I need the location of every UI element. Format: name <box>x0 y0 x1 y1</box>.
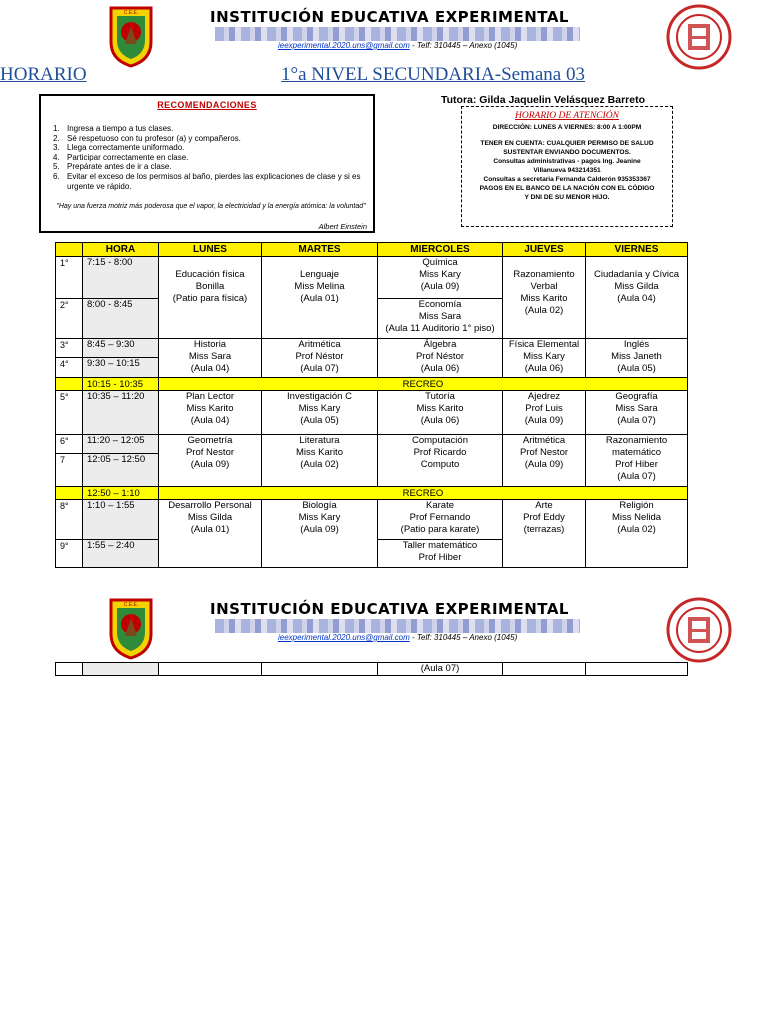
recommendations-box <box>39 94 375 233</box>
empty-cell <box>503 663 586 676</box>
table-row <box>56 339 688 358</box>
empty-cell <box>56 663 83 676</box>
institution-title: INSTITUCIÓN EDUCATIVA EXPERIMENTAL <box>210 600 569 618</box>
class-cell: Tutoría Miss Karito (Aula 06) <box>378 391 503 435</box>
slot-number: 2° <box>56 299 83 339</box>
attention-line: Y DNI DE SU MENOR HIJO. <box>524 194 610 201</box>
class-cell: Karate Prof Fernando (Patio para karate) <box>378 500 503 540</box>
university-seal <box>666 597 732 663</box>
recreo-row <box>56 378 688 391</box>
recommendations-list <box>53 124 371 191</box>
schedule-continuation-table <box>55 662 688 676</box>
recreo-blank <box>56 487 83 500</box>
table-row <box>56 500 688 540</box>
class-cell: (Aula 07) <box>378 663 503 676</box>
class-cell: Geografía Miss Sara (Aula 07) <box>586 391 688 435</box>
quote-author: Albert Einstein <box>318 222 367 231</box>
class-cell: Economía Miss Sara (Aula 11 Auditorio 1° piso) <box>378 299 503 339</box>
header-cell-viernes: VIERNES <box>586 243 688 257</box>
slot-time: 9:30 – 10:15 <box>83 358 159 378</box>
class-cell: Aritmética Prof Néstor (Aula 07) <box>262 339 378 378</box>
schedule-table <box>55 242 688 568</box>
logo-text: C.E.E. <box>123 10 139 16</box>
recreo-label: RECREO <box>159 487 688 500</box>
school-logo <box>107 4 155 68</box>
recreo-label: RECREO <box>159 378 688 391</box>
tutora-label: Tutora: Gilda Jaquelin Velásquez Barreto <box>441 94 646 106</box>
slot-number: 6° <box>56 435 83 454</box>
list-item: 4. Participar correctamente en clase. <box>53 152 189 162</box>
class-cell: Historia Miss Sara (Aula 04) <box>159 339 262 378</box>
redacted-address <box>215 619 580 633</box>
table-row <box>56 257 688 299</box>
empty-cell <box>159 663 262 676</box>
class-cell: Ciudadanía y Cívica Miss Gilda (Aula 04) <box>586 257 688 339</box>
institution-title: INSTITUCIÓN EDUCATIVA EXPERIMENTAL <box>210 8 569 26</box>
attention-line: SUSTENTAR ENVIANDO DOCUMENTOS. <box>503 149 631 156</box>
slot-number: 3° <box>56 339 83 358</box>
slot-number: 5° <box>56 391 83 435</box>
class-cell: Razonamiento matemático Prof Hiber (Aula 07) <box>586 435 688 487</box>
contact-line <box>278 41 517 50</box>
slot-time: 11:20 – 12:05 <box>83 435 159 454</box>
slot-time: 12:50 – 1:10 <box>83 487 159 500</box>
class-cell: Razonamiento Verbal Miss Karito (Aula 02) <box>503 257 586 339</box>
class-cell: Arte Prof Eddy (terrazas) <box>503 500 586 568</box>
attention-line: PAGOS EN EL BANCO DE LA NACIÓN CON EL CÓDIGO <box>479 185 655 192</box>
class-cell: Álgebra Prof Néstor (Aula 06) <box>378 339 503 378</box>
attention-title: HORARIO DE ATENCIÓN <box>515 111 619 121</box>
school-logo <box>107 596 155 660</box>
slot-time: 1:55 – 2:40 <box>83 540 159 568</box>
slot-time: 1:10 – 1:55 <box>83 500 159 540</box>
phone-text: - Telf: 310445 – Anexo (1045) <box>411 41 518 50</box>
slot-time: 12:05 – 12:50 <box>83 454 159 487</box>
header-cell-miercoles: MIERCOLES <box>378 243 503 257</box>
slot-time: 10:35 – 11:20 <box>83 391 159 435</box>
table-row <box>56 435 688 454</box>
class-cell: Geometría Prof Nestor (Aula 09) <box>159 435 262 487</box>
recreo-blank <box>56 378 83 391</box>
class-cell: Literatura Miss Karito (Aula 02) <box>262 435 378 487</box>
redacted-address <box>215 27 580 41</box>
slot-number: 1° <box>56 257 83 299</box>
list-item: 6. Evitar el exceso de los permisos al baño, pierdes las explicaciones de clase y si es urgente ve rápido. <box>53 171 361 191</box>
class-cell: Investigación C Miss Kary (Aula 05) <box>262 391 378 435</box>
contact-line <box>278 633 517 642</box>
class-cell: Inglés Miss Janeth (Aula 05) <box>586 339 688 378</box>
phone-text: - Telf: 310445 – Anexo (1045) <box>411 633 518 642</box>
attention-line: DIRECCIÓN: LUNES A VIERNES: 8:00 A 1:00PM <box>492 124 642 131</box>
recommendations-title: RECOMENDACIONES <box>157 100 257 110</box>
class-cell: Ajedrez Prof Luis (Aula 09) <box>503 391 586 435</box>
class-cell: Taller matemático Prof Hiber <box>378 540 503 568</box>
email-link[interactable]: ieexperimental.2020.uns@gmail.com <box>278 633 410 642</box>
class-cell: Plan Lector Miss Karito (Aula 04) <box>159 391 262 435</box>
slot-number: 7 <box>56 454 83 487</box>
attention-hours-box <box>461 106 673 227</box>
slot-time: 8:00 - 8:45 <box>83 299 159 339</box>
header-cell-jueves: JUEVES <box>503 243 586 257</box>
email-link[interactable]: ieexperimental.2020.uns@gmail.com <box>278 41 410 50</box>
quote-text: "Hay una fuerza motriz más poderosa que el vapor, la electricidad y la energía atómica: la voluntad" <box>56 203 366 210</box>
attention-line: TENER EN CUENTA: CUALQUIER PERMISO DE SALUD <box>480 140 654 147</box>
nivel-title: 1°a NIVEL SECUNDARIA-Semana 03 <box>281 64 585 85</box>
empty-cell <box>262 663 378 676</box>
class-cell: Física Elemental Miss Kary (Aula 06) <box>503 339 586 378</box>
table-header-row <box>56 243 688 257</box>
attention-line: Consultas administrativas - pagos lng. Jeanine <box>493 158 641 165</box>
logo-text: C.E.E. <box>123 602 139 608</box>
attention-line <box>462 132 672 139</box>
slot-number: 4° <box>56 358 83 378</box>
header-cell <box>56 243 83 257</box>
header-cell-lunes: LUNES <box>159 243 262 257</box>
class-cell: Educación física Bonilla (Patio para física) <box>159 257 262 339</box>
list-item: 1. Ingresa a tiempo a tus clases. <box>53 124 174 133</box>
university-seal <box>666 4 732 70</box>
list-item: 3. Llega correctamente uniformado. <box>53 143 185 153</box>
slot-time: 8:45 – 9:30 <box>83 339 159 358</box>
table-row <box>56 663 688 676</box>
slot-number: 8° <box>56 500 83 540</box>
empty-cell <box>586 663 688 676</box>
class-cell: Lenguaje Miss Melina (Aula 01) <box>262 257 378 339</box>
list-item: 2. Sé respetuoso con tu profesor (a) y compañeros. <box>53 133 241 143</box>
header-cell-martes: MARTES <box>262 243 378 257</box>
list-item: 5. Prepárate antes de ir a clase. <box>53 162 172 172</box>
table-row <box>56 391 688 435</box>
recreo-row <box>56 487 688 500</box>
slot-time: 7:15 - 8:00 <box>83 257 159 299</box>
attention-line: Consultas a secretaria Fernanda Calderón 935353367 <box>483 176 651 183</box>
class-cell: Química Miss Kary (Aula 09) <box>378 257 503 299</box>
horario-title: HORARIO <box>0 64 87 85</box>
class-cell: Desarrollo Personal Miss Gilda (Aula 01) <box>159 500 262 568</box>
header-cell-hora: HORA <box>83 243 159 257</box>
class-cell: Aritmética Prof Nestor (Aula 09) <box>503 435 586 487</box>
class-cell: Biología Miss Kary (Aula 09) <box>262 500 378 568</box>
class-cell: Computación Prof Ricardo Computo <box>378 435 503 487</box>
slot-time: 10:15 - 10:35 <box>83 378 159 391</box>
empty-cell <box>83 663 159 676</box>
class-cell: Religión Miss Nelida (Aula 02) <box>586 500 688 568</box>
slot-number: 9° <box>56 540 83 568</box>
attention-line: Villanueva 943214351 <box>533 167 601 174</box>
